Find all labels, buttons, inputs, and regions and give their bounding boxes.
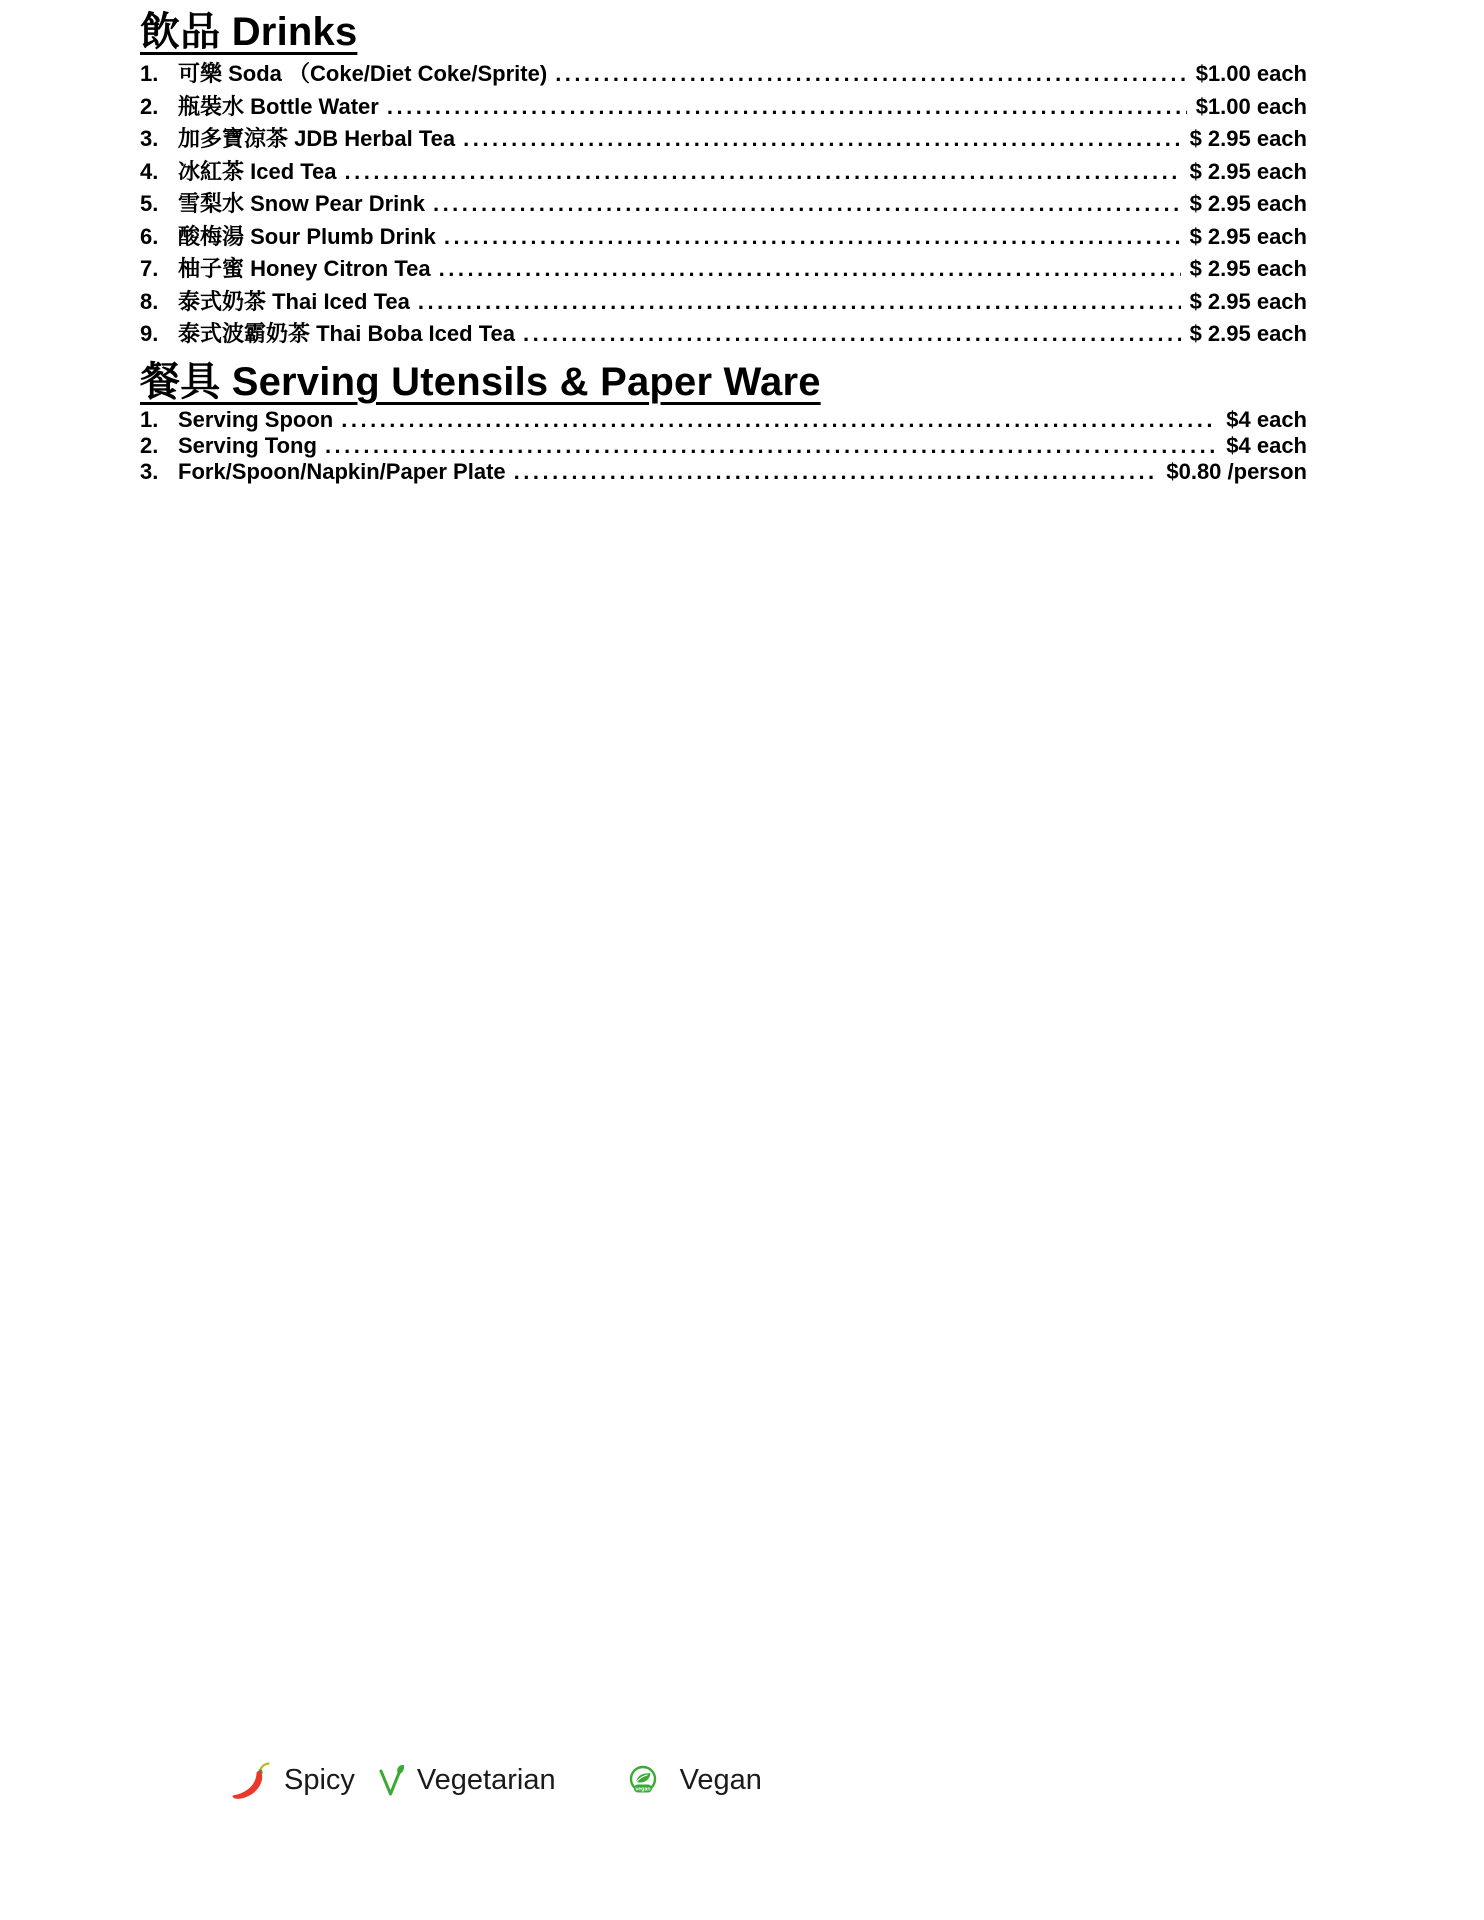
item-price: $1.00 each [1195,61,1307,86]
menu-item-row [140,459,1307,485]
item-name: Serving Tong [178,432,317,458]
legend-label-vegan: Vegan [679,1763,762,1796]
dot-leader [444,224,1181,250]
menu-item-row [140,220,1307,253]
menu-item-row [140,122,1307,155]
item-number: 7. [140,256,159,281]
item-name: 泰式波霸奶茶 Thai Boba Iced Tea [178,321,515,346]
item-name: 酸梅湯 Sour Plumb Drink [178,223,436,249]
dot-leader [345,159,1181,185]
item-price: $1.00 each [1195,93,1307,119]
item-number: 2. [140,432,159,458]
menu-item-row [140,285,1307,318]
item-number: 3. [140,458,159,484]
legend-item-vegetarian [379,1764,556,1797]
drinks-list [140,57,1307,350]
item-number: 8. [140,288,159,314]
legend-label-vegetarian: Vegetarian [416,1763,556,1796]
item-number: 4. [140,158,159,184]
item-number: 9. [140,321,159,346]
item-price: $4 each [1226,406,1307,432]
utensils-list [140,407,1307,485]
dot-leader [341,407,1217,433]
menu-item-row [140,317,1307,350]
menu-item-row [140,57,1307,90]
menu-item-row [140,187,1307,220]
menu-content [140,0,1307,485]
chili-icon [230,1757,272,1803]
item-name: Fork/Spoon/Napkin/Paper Plate [178,458,506,484]
legend [230,1757,762,1803]
item-name: 冰紅茶 Iced Tea [178,158,337,184]
dot-leader [463,126,1180,152]
menu-item-row [140,433,1307,459]
section-drinks [140,0,1307,350]
dot-leader [325,433,1217,459]
item-name: 泰式奶茶 Thai Iced Tea [178,288,410,314]
legend-item-vegan [628,1764,762,1797]
item-price: $ 2.95 each [1189,158,1307,184]
vegan-icon [628,1765,658,1795]
utensils-section-title: 餐具 Serving Utensils & Paper Ware [140,359,821,404]
item-number: 3. [140,126,159,151]
legend-label-spicy: Spicy [284,1763,355,1796]
item-name: 瓶裝水 Bottle Water [178,93,379,119]
item-number: 1. [140,61,159,86]
item-price: $ 2.95 each [1189,256,1307,281]
drinks-section-title: 飲品 Drinks [140,10,358,54]
menu-item-row [140,155,1307,188]
item-price: $ 2.95 each [1189,126,1307,151]
item-price: $ 2.95 each [1189,321,1307,346]
dot-leader [387,94,1187,120]
item-price: $0.80 /person [1166,458,1307,484]
menu-item-row [140,252,1307,285]
vegan-badge-text: vegan [635,1786,651,1793]
vegetarian-icon [379,1764,405,1796]
legend-item-spicy [230,1757,355,1803]
item-name: 加多寶涼茶 JDB Herbal Tea [178,126,456,151]
dot-leader [439,256,1181,282]
item-number: 2. [140,93,159,119]
menu-item-row [140,90,1307,123]
section-utensils [140,350,1307,485]
item-name: 可樂 Soda （Coke/Diet Coke/Sprite) [178,61,548,86]
item-price: $ 2.95 each [1189,191,1307,216]
item-name: 柚子蜜 Honey Citron Tea [178,256,431,281]
item-number: 6. [140,223,159,249]
item-price: $4 each [1226,432,1307,458]
item-name: Serving Spoon [178,406,334,432]
item-name: 雪梨水 Snow Pear Drink [178,191,425,216]
item-number: 5. [140,191,159,216]
item-price: $ 2.95 each [1189,288,1307,314]
item-price: $ 2.95 each [1189,223,1307,249]
dot-leader [555,61,1187,87]
dot-leader [418,289,1181,315]
menu-item-row [140,407,1307,433]
dot-leader [523,321,1181,347]
dot-leader [433,191,1181,217]
dot-leader [514,459,1158,485]
item-number: 1. [140,406,159,432]
